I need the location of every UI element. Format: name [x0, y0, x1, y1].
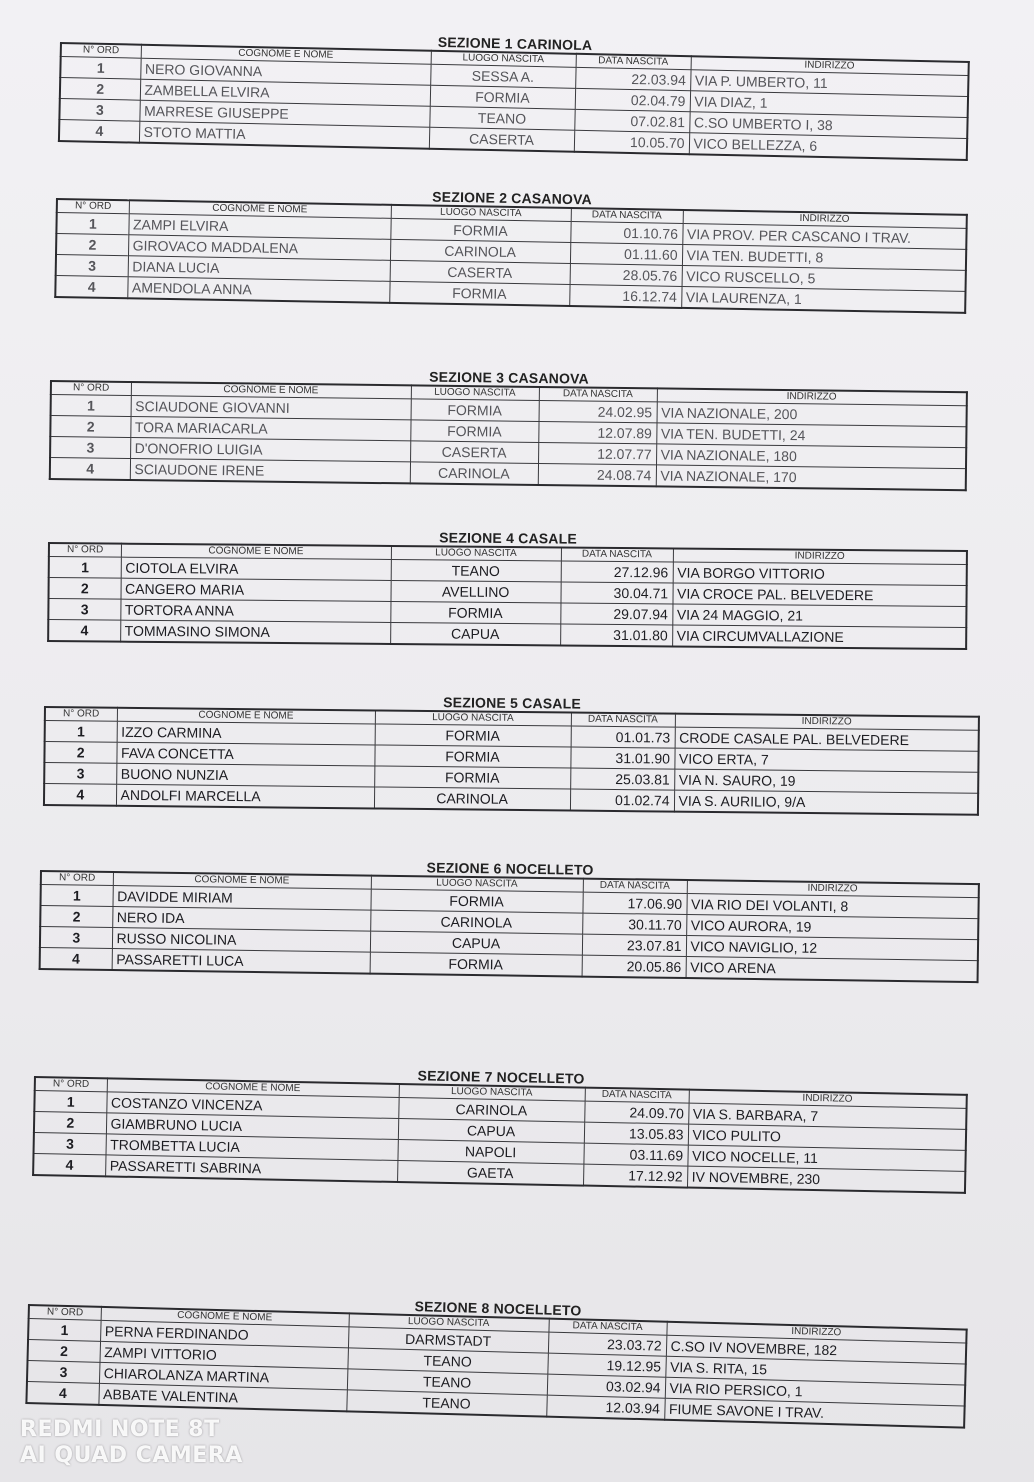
cell-date: 30.04.71: [560, 582, 672, 604]
cell-address: C.SO UMBERTO I, 38: [689, 112, 967, 139]
cell-address: VICO NAVIGLIO, 12: [686, 936, 978, 961]
cell-name: COSTANZO VINCENZA: [106, 1092, 398, 1119]
section-7: [32, 1067, 968, 1194]
col-header-address: INDIRIZZO: [657, 388, 967, 405]
col-header-num: N° ORD: [45, 707, 117, 721]
cell-place: CAPUA: [390, 622, 560, 645]
col-header-address: INDIRIZZO: [673, 548, 967, 564]
cell-date: 13.05.83: [584, 1122, 688, 1145]
col-header-address: INDIRIZZO: [691, 56, 969, 75]
col-header-name: COGNOME E NOME: [107, 1078, 399, 1097]
cell-place: CARINOLA: [374, 787, 570, 811]
col-header-num: N° ORD: [51, 381, 131, 395]
cell-place: FORMIA: [370, 889, 582, 913]
cell-date: 23.07.81: [582, 934, 686, 956]
cell-address: VIA NAZIONALE, 200: [657, 402, 967, 427]
col-header-place: LUOGO NASCITA: [375, 710, 571, 726]
section-table: [58, 42, 970, 161]
col-header-place: LUOGO NASCITA: [371, 876, 583, 892]
col-header-date: DATA NASCITA: [571, 208, 683, 223]
cell-num: 3: [59, 99, 139, 122]
cell-date: 29.07.94: [560, 603, 672, 625]
cell-address: FIUME SAVONE I TRAV.: [664, 1398, 964, 1427]
cell-address: VIA S. RITA, 15: [665, 1356, 965, 1385]
cell-place: SESSA A.: [430, 64, 575, 88]
cell-num: 1: [28, 1319, 101, 1342]
col-header-name: COGNOME E NOME: [129, 200, 391, 218]
cell-num: 3: [48, 599, 120, 621]
section-table: [47, 542, 968, 650]
cell-place: FORMIA: [375, 724, 571, 747]
col-header-num: N° ORD: [41, 871, 113, 886]
section-table: [32, 1076, 968, 1194]
col-header-num: N° ORD: [49, 543, 121, 557]
cell-address: VIA RIO DEI VOLANTI, 8: [686, 894, 978, 919]
col-header-name: COGNOME E NOME: [101, 1307, 349, 1327]
cell-date: 24.09.70: [584, 1101, 688, 1124]
cell-date: 22.03.94: [575, 67, 690, 90]
cell-num: 4: [59, 120, 139, 143]
cell-place: AVELLINO: [390, 580, 560, 602]
cell-place: TEANO: [346, 1390, 546, 1417]
cell-num: 1: [56, 213, 128, 235]
cell-address: VIA NAZIONALE, 180: [656, 444, 966, 469]
cell-place: FORMIA: [390, 601, 560, 623]
cell-address: VIA NAZIONALE, 170: [656, 465, 966, 490]
section-title: SEZIONE 2 CASANOVA: [432, 188, 593, 208]
cell-name: NERO GIOVANNA: [140, 58, 430, 85]
cell-num: 2: [44, 742, 116, 764]
cell-address: C.SO IV NOVEMBRE, 182: [666, 1335, 966, 1364]
cell-date: 12.03.94: [546, 1395, 665, 1420]
col-header-name: COGNOME E NOME: [121, 544, 391, 560]
cell-date: 12.07.77: [538, 442, 656, 464]
col-header-place: LUOGO NASCITA: [431, 51, 576, 68]
cell-date: 17.12.92: [583, 1164, 687, 1187]
watermark-line-1: REDMI NOTE 8T: [20, 1417, 220, 1443]
col-header-date: DATA NASCITA: [576, 54, 691, 70]
col-header-date: DATA NASCITA: [548, 1319, 666, 1336]
col-header-name: COGNOME E NOME: [141, 45, 431, 65]
cell-num: 4: [50, 458, 130, 480]
col-header-date: DATA NASCITA: [561, 547, 673, 561]
cell-place: CAPUA: [370, 931, 582, 955]
cell-place: CASERTA: [410, 441, 538, 464]
col-header-address: INDIRIZZO: [687, 880, 979, 898]
cell-num: 2: [34, 1112, 106, 1134]
cell-name: ANDOLFI MARCELLA: [116, 784, 374, 808]
cell-date: 16.12.74: [569, 284, 681, 307]
cell-name: GIROVACO MADDALENA: [128, 235, 390, 261]
col-header-place: LUOGO NASCITA: [399, 1084, 585, 1101]
cell-name: TROMBETTA LUCIA: [105, 1134, 397, 1161]
cell-place: CAPUA: [398, 1119, 584, 1144]
cell-address: VIA N. SAURO, 19: [674, 769, 978, 793]
col-header-num: N° ORD: [35, 1077, 107, 1092]
cell-place: CASERTA: [390, 260, 570, 284]
cell-date: 30.11.70: [582, 913, 686, 935]
cell-num: 3: [27, 1361, 100, 1384]
cell-num: 2: [60, 78, 140, 101]
cell-place: FORMIA: [430, 85, 575, 109]
cell-place: FORMIA: [374, 745, 570, 768]
cell-date: 23.03.72: [548, 1332, 667, 1356]
cell-num: 1: [60, 57, 140, 80]
cell-name: CHIAROLANZA MARTINA: [99, 1362, 347, 1389]
col-header-name: COGNOME E NOME: [117, 708, 375, 724]
section-6: [39, 859, 980, 983]
cell-num: 4: [48, 620, 120, 642]
section-8: [25, 1298, 967, 1429]
cell-name: ZAMPI VITTORIO: [99, 1341, 347, 1368]
cell-place: DARMSTADT: [348, 1327, 548, 1353]
cell-num: 4: [44, 784, 116, 806]
cell-name: ZAMBELLA ELVIRA: [140, 79, 430, 106]
cell-address: VIA 24 MAGGIO, 21: [672, 604, 966, 628]
cell-address: VIA S. BARBARA, 7: [688, 1103, 966, 1129]
cell-name: ABBATE VALENTINA: [98, 1383, 346, 1411]
cell-num: 1: [41, 885, 113, 907]
cell-name: FAVA CONCETTA: [116, 742, 374, 766]
col-header-place: LUOGO NASCITA: [349, 1313, 549, 1332]
col-header-place: LUOGO NASCITA: [391, 205, 571, 222]
cell-address: VIA LAURENZA, 1: [681, 286, 965, 312]
cell-address: VICO AURORA, 19: [686, 915, 978, 940]
cell-num: 4: [26, 1381, 99, 1404]
cell-date: 19.12.95: [547, 1353, 666, 1377]
cell-name: GIAMBRUNO LUCIA: [106, 1113, 398, 1140]
cell-place: CARINOLA: [370, 910, 582, 934]
cell-name: BUONO NUNZIA: [116, 763, 374, 787]
cell-name: AMENDOLA ANNA: [127, 277, 389, 303]
cell-address: VICO ARENA: [686, 957, 978, 983]
cell-name: SCIAUDONE GIOVANNI: [131, 395, 411, 419]
cell-name: PASSARETTI SABRINA: [105, 1155, 397, 1182]
section-table: [39, 870, 980, 983]
cell-address: VIA P. UMBERTO, 11: [690, 70, 968, 97]
col-header-address: INDIRIZZO: [683, 210, 967, 228]
section-title: SEZIONE 3 CASANOVA: [429, 368, 589, 387]
camera-watermark: [20, 1417, 243, 1468]
cell-address: VIA S. AURILIO, 9/A: [674, 790, 978, 815]
section-title: SEZIONE 8 NOCELLETO: [414, 1298, 582, 1319]
col-header-num: N° ORD: [29, 1305, 101, 1320]
cell-num: 4: [55, 276, 127, 299]
cell-place: FORMIA: [410, 420, 538, 443]
section-2: [54, 188, 968, 314]
cell-num: 2: [40, 906, 112, 928]
cell-address: VICO BELLEZZA, 6: [689, 133, 967, 160]
cell-num: 3: [56, 255, 128, 277]
cell-date: 02.04.79: [575, 88, 690, 111]
section-title: SEZIONE 4 CASALE: [439, 529, 578, 547]
cell-address: CRODE CASALE PAL. BELVEDERE: [675, 727, 979, 751]
cell-name: SCIAUDONE IRENE: [130, 458, 410, 483]
cell-date: 01.02.74: [570, 789, 674, 812]
cell-num: 1: [49, 557, 121, 579]
cell-date: 12.07.89: [538, 421, 656, 443]
cell-name: NERO IDA: [112, 907, 370, 932]
cell-date: 01.01.73: [571, 726, 675, 748]
cell-place: GAETA: [397, 1160, 583, 1185]
cell-num: 1: [45, 721, 117, 743]
cell-address: VICO ERTA, 7: [674, 748, 978, 772]
cell-num: 4: [33, 1154, 105, 1177]
cell-date: 24.08.74: [538, 463, 656, 486]
section-1: [58, 33, 970, 161]
cell-name: DAVIDDE MIRIAM: [112, 886, 370, 911]
cell-num: 2: [56, 234, 128, 256]
cell-name: IZZO CARMINA: [117, 721, 375, 745]
cell-place: TEANO: [347, 1369, 547, 1395]
section-table: [49, 380, 968, 491]
cell-place: CARINOLA: [410, 462, 538, 485]
cell-address: VIA RIO PERSICO, 1: [665, 1377, 965, 1406]
cell-date: 31.01.80: [560, 624, 672, 646]
section-title: SEZIONE 7 NOCELLETO: [417, 1067, 585, 1087]
cell-address: VIA TEN. BUDETTI, 24: [656, 423, 966, 448]
cell-date: 03.02.94: [547, 1374, 666, 1398]
cell-name: DIANA LUCIA: [128, 256, 390, 282]
cell-place: FORMIA: [411, 399, 539, 422]
cell-num: 3: [34, 1133, 106, 1155]
cell-name: PASSARETTI LUCA: [112, 949, 370, 974]
col-header-place: LUOGO NASCITA: [391, 546, 561, 561]
cell-date: 17.06.90: [582, 892, 686, 914]
cell-date: 24.02.95: [539, 400, 657, 422]
col-header-num: N° ORD: [61, 43, 141, 58]
cell-date: 31.01.90: [570, 747, 674, 769]
cell-date: 01.11.60: [570, 242, 682, 265]
cell-address: VICO RUSCELLO, 5: [682, 265, 966, 291]
cell-place: TEANO: [391, 559, 561, 581]
cell-place: TEANO: [347, 1348, 547, 1374]
cell-address: VIA CROCE PAL. BELVEDERE: [672, 583, 966, 607]
cell-date: 25.03.81: [570, 768, 674, 790]
col-header-address: INDIRIZZO: [666, 1322, 966, 1343]
cell-num: 3: [50, 437, 130, 459]
col-header-date: DATA NASCITA: [583, 879, 687, 894]
cell-num: 2: [28, 1340, 101, 1363]
cell-address: VIA TEN. BUDETTI, 8: [682, 244, 966, 270]
section-title: SEZIONE 5 CASALE: [443, 694, 582, 712]
col-header-name: COGNOME E NOME: [131, 382, 411, 399]
cell-place: FORMIA: [389, 281, 569, 306]
cell-num: 1: [34, 1091, 106, 1113]
cell-num: 2: [50, 416, 130, 438]
cell-name: MARRESE GIUSEPPE: [139, 100, 429, 127]
cell-name: TORA MARIACARLA: [130, 416, 410, 440]
cell-address: VICO NOCELLE, 11: [687, 1145, 965, 1171]
cell-date: 03.11.69: [583, 1143, 687, 1166]
cell-name: D'ONOFRIO LUIGIA: [130, 437, 410, 461]
cell-date: 20.05.86: [582, 955, 686, 978]
section-title: SEZIONE 1 CARINOLA: [437, 33, 593, 54]
section-title: SEZIONE 6 NOCELLETO: [426, 859, 594, 878]
cell-date: 28.05.76: [570, 263, 682, 286]
cell-num: 4: [40, 948, 112, 971]
section-table: [54, 198, 968, 314]
col-header-address: INDIRIZZO: [675, 714, 979, 731]
cell-date: 10.05.70: [574, 130, 689, 154]
col-header-place: LUOGO NASCITA: [411, 385, 539, 400]
cell-place: CASERTA: [429, 127, 574, 152]
cell-name: CIOTOLA ELVIRA: [121, 557, 391, 580]
col-header-date: DATA NASCITA: [539, 387, 657, 402]
cell-address: IV NOVEMBRE, 230: [687, 1166, 965, 1193]
cell-place: TEANO: [429, 106, 574, 130]
cell-address: VICO PULITO: [688, 1124, 966, 1150]
cell-name: RUSSO NICOLINA: [112, 928, 370, 953]
cell-num: 3: [44, 763, 116, 785]
col-header-date: DATA NASCITA: [585, 1088, 689, 1103]
cell-address: VIA BORGO VITTORIO: [673, 562, 967, 586]
watermark-line-2: AI QUAD CAMERA: [20, 1442, 243, 1468]
cell-num: 1: [51, 395, 131, 417]
cell-address: VIA CIRCUMVALLAZIONE: [672, 625, 966, 649]
cell-date: 01.10.76: [570, 221, 682, 244]
cell-place: FORMIA: [370, 952, 582, 976]
cell-place: CARINOLA: [390, 239, 570, 263]
cell-name: STOTO MATTIA: [139, 121, 429, 149]
cell-name: PERNA FERDINANDO: [100, 1320, 348, 1347]
cell-date: 27.12.96: [561, 561, 673, 583]
col-header-date: DATA NASCITA: [571, 713, 675, 728]
cell-name: ZAMPI ELVIRA: [128, 214, 390, 240]
cell-date: 07.02.81: [574, 109, 689, 132]
cell-num: 3: [40, 927, 112, 949]
col-header-name: COGNOME E NOME: [113, 872, 371, 889]
cell-num: 2: [49, 578, 121, 600]
cell-place: NAPOLI: [397, 1139, 583, 1164]
col-header-address: INDIRIZZO: [689, 1090, 967, 1109]
section-3: [49, 368, 968, 491]
cell-name: TORTORA ANNA: [120, 599, 390, 622]
cell-address: VIA DIAZ, 1: [690, 91, 968, 118]
cell-place: FORMIA: [374, 766, 570, 789]
cell-name: CANGERO MARIA: [121, 578, 391, 601]
cell-address: VIA PROV. PER CASCANO I TRAV.: [682, 223, 966, 249]
cell-place: FORMIA: [390, 218, 570, 242]
cell-name: TOMMASINO SIMONA: [120, 620, 390, 644]
cell-place: CARINOLA: [398, 1098, 584, 1123]
section-5: [43, 694, 980, 816]
col-header-num: N° ORD: [57, 199, 129, 214]
section-4: [47, 529, 968, 650]
section-table: [43, 706, 980, 816]
